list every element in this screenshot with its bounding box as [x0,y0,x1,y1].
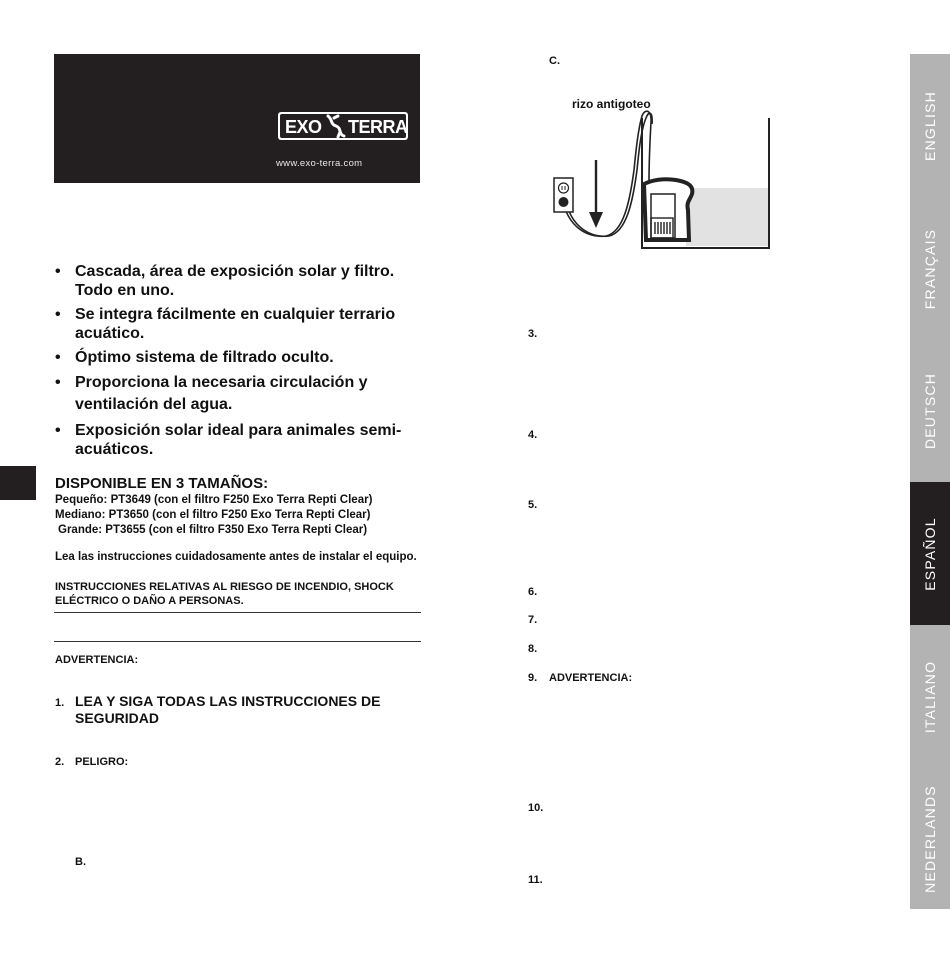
feature-item: • Óptimo sistema de filtrado oculto. [54,348,414,367]
size-large: Grande: PT3655 (con el filtro F350 Exo Terra Repti Clear) [58,524,368,536]
tab-espanol[interactable] [910,482,950,626]
item-number: 7. [528,614,538,626]
tab-nederlands[interactable] [910,768,950,910]
warning-label: ADVERTENCIA: [55,654,139,666]
divider [54,641,421,642]
feature-item: • Proporciona la necesaria circulación y ventilación del agua. [54,372,414,416]
svg-text:TERRA: TERRA [348,117,408,137]
item-number: 3. [528,328,538,340]
item-number: 1. [55,697,65,709]
item-number: 6. [528,586,538,598]
item-number: 9. [528,672,538,684]
read-instructions-note: Lea las instrucciones cuidadosamente antes de instalar el equipo. [55,551,417,563]
figure-c-label: C. [549,55,560,67]
feature-item: • Se integra fácilmente en cualquier terrario acuático. [54,305,414,343]
item-number: 8. [528,643,538,655]
sizes-list [55,493,372,538]
size-medium: Mediano: PT3650 (con el filtro F250 Exo Terra Repti Clear) [55,509,371,521]
svg-text:EXO: EXO [285,117,322,137]
header-banner [54,54,420,183]
section-marker [0,466,36,500]
tab-francais[interactable] [910,197,950,341]
figure-b-label: B. [75,856,86,868]
danger-label: PELIGRO: [75,756,129,768]
fire-risk-heading: INSTRUCCIONES RELATIVAS AL RIESGO DE INCENDIO, SHOCK ELÉCTRICO O DAÑO A PERSONAS. [55,581,394,607]
feature-list [54,262,414,464]
tab-label: DEUTSCH [922,372,938,450]
drip-loop-diagram [548,110,778,252]
tab-english[interactable] [910,54,950,198]
tab-deutsch[interactable] [910,340,950,483]
item-number: 5. [528,499,538,511]
feature-item: • Exposición solar ideal para animales semi-acuáticos. [54,421,414,459]
divider [54,612,421,613]
tab-label: ESPAÑOL [922,516,938,591]
exo-terra-logo [278,112,408,140]
item-number: 10. [528,802,544,814]
tab-label: NEDERLANDS [922,784,938,893]
water-area [686,188,768,246]
item-number: 4. [528,429,538,441]
brand-url: www.exo-terra.com [276,158,363,169]
size-small: Pequeño: PT3649 (con el filtro F250 Exo Terra Repti Clear) [55,494,373,506]
feature-item: • Cascada, área de exposición solar y filtro. Todo en uno. [54,262,414,300]
power-cord [562,111,651,236]
item-number: 2. [55,756,65,768]
tab-label: FRANÇAIS [922,228,938,309]
tab-label: ITALIANO [922,660,938,733]
sizes-title: DISPONIBLE EN 3 TAMAÑOS: [55,475,269,492]
drip-loop-caption: rizo antigoteo [572,97,651,111]
warning-label: ADVERTENCIA: [549,672,633,684]
tab-label: ENGLISH [922,90,938,161]
item-number: 11. [528,874,543,886]
safety-instructions-heading: LEA Y SIGA TODAS LAS INSTRUCCIONES DE SEGURIDAD [75,693,381,726]
tab-italiano[interactable] [910,625,950,769]
